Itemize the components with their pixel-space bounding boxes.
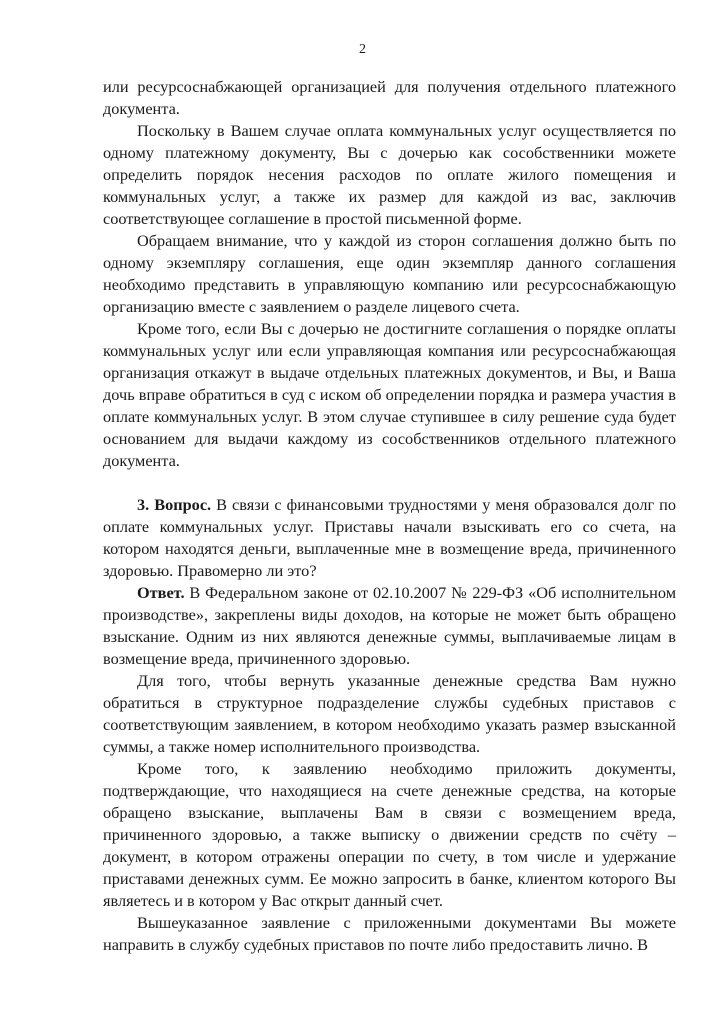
paragraph-court: Кроме того, если Вы с дочерью не достигните соглашения о порядке оплаты коммунальных услуг или если управляющая компания или ресурсоснабжающая организация откажут в выдаче отдельных платежных документов, и Вы, и Ваша дочь вправе обратиться в суд с иском об определении порядка и размера участия в оплате коммунальных услуг. В этом случае ступившее в силу решение суда будет основанием для выдачи каждому из сособственников отдельного платежного документа. — [103, 319, 676, 470]
question-text: В связи с финансовыми трудностями у меня образовался долг по оплате коммунальных услуг. Приставы начали взыскивать его со счета, на котором находятся деньги, выплаченные мне в возмещение вреда, причиненного здоровью. Правомерно ли это? — [103, 495, 677, 580]
paragraph-agreement: Поскольку в Вашем случае оплата коммунальных услуг осуществляется по одному платежному документу, Вы с дочерью как сособственники можете определить порядок несения расходов по оплате жилого помещения и коммунальных услуг, а также их размер для каждой из вас, заключив соответствующее соглашение в простой письменной форме. — [103, 121, 676, 228]
answer-label: Ответ. — [137, 583, 185, 602]
answer-paragraph — [103, 582, 676, 670]
question-label: 3. Вопрос. — [137, 495, 212, 514]
paragraph-copies: Обращаем внимание, что у каждой из сторон соглашения должно быть по одному экземпляру соглашения, еще один экземпляр данного соглашения необходимо представить в управляющую компанию или ресурсоснабжающую организацию вместе с заявлением о разделе лицевого счета. — [103, 231, 676, 316]
section-spacer — [103, 472, 676, 494]
document-body — [103, 76, 676, 956]
paragraph-return-funds: Для того, чтобы вернуть указанные денежные средства Вам нужно обратиться в структурное подразделение службы судебных приставов с соответствующим заявлением, в котором необходимо указать размер взысканной суммы, а также номер исполнительного производства. — [103, 671, 676, 756]
paragraph-submission: Вышеуказанное заявление с приложенными документами Вы можете направить в службу судебных приставов по почте либо предоставить лично. В — [103, 913, 676, 954]
paragraph-documents: Кроме того, к заявлению необходимо приложить документы, подтверждающие, что находящиеся на счете денежные средства, на которые обращено взыскание, выплачены Вам в связи с возмещением вреда, причиненного здоровью, а также выписку о движении средств по счёту – документ, в котором отражены операции по счету, в том числе и удержание приставами денежных сумм. Ее можно запросить в банке, клиентом которого Вы являетесь и в котором у Вас открыт данный счет. — [103, 759, 676, 910]
answer-text: В Федеральном законе от 02.10.2007 № 229-ФЗ «Об исполнительном производстве», закреплены виды доходов, на которые не может быть обращено взыскание. Одним из них являются денежные суммы, выплачиваемые лицам в возмещение вреда, причиненного здоровью. — [103, 583, 676, 668]
question-paragraph — [103, 494, 676, 582]
page-number: 2 — [359, 42, 366, 57]
paragraph-continuation: или ресурсоснабжающей организацией для получения отдельного платежного документа. — [103, 77, 676, 118]
